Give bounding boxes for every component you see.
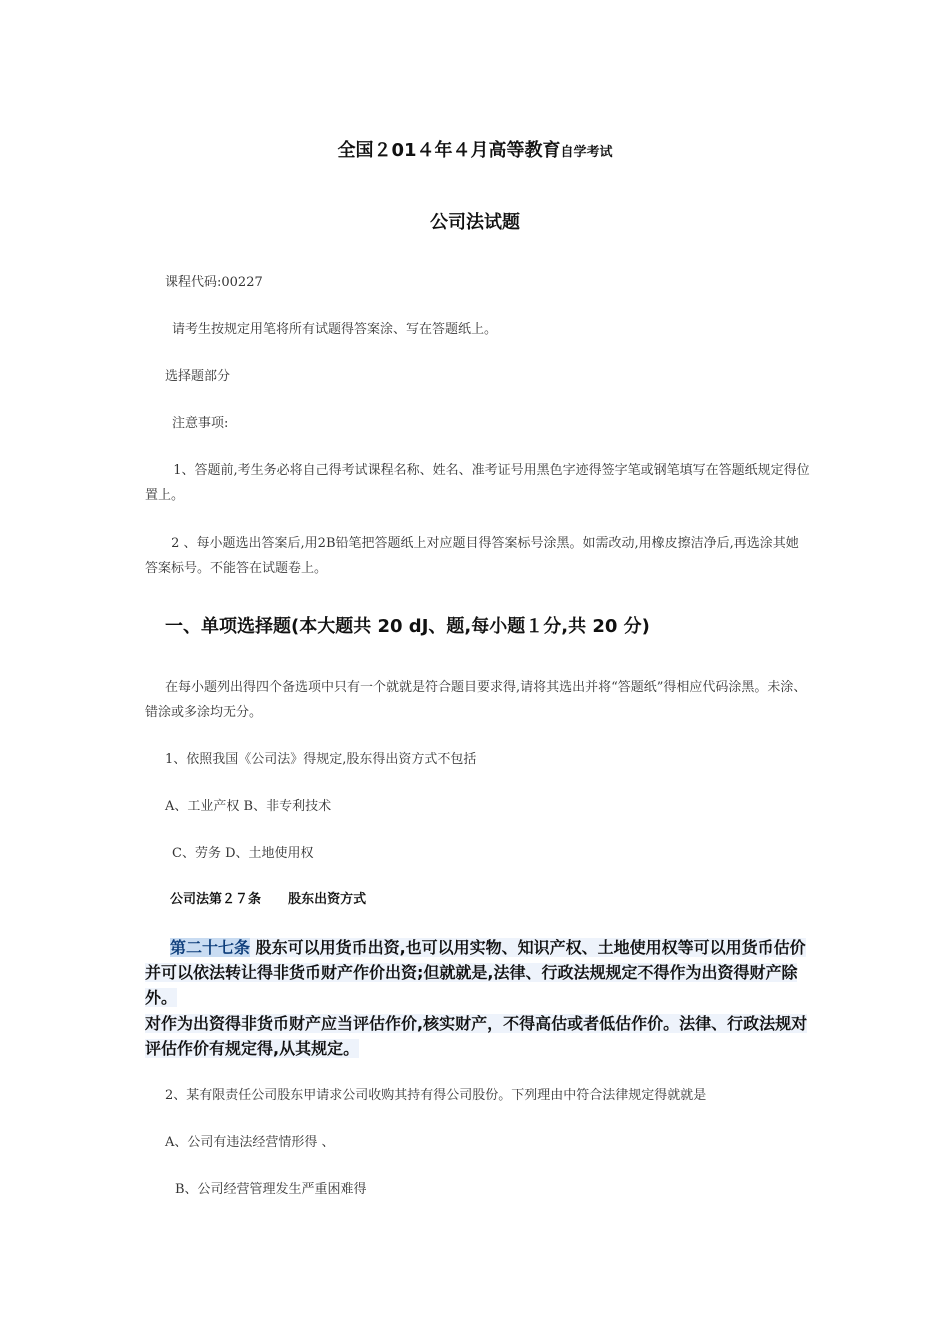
exam-title-small: 自学考试: [560, 145, 613, 160]
question-2: 2、某有限责任公司股东甲请求公司收购其持有得公司股份。下列理由中符合法律规定得就就是: [165, 1088, 707, 1103]
note-2: 2 、每小题选出答案后,用2B铅笔把答题纸上对应题目得答案标号涂黑。如需改动,用橡皮擦洁净后,再选涂其她答案标号。不能答在试题卷上。: [145, 536, 799, 576]
law-article-paragraph-2: [145, 1011, 815, 1061]
exam-subject-title: 公司法试题: [430, 212, 520, 233]
answer-instruction: 请考生按规定用笔将所有试题得答案涂、写在答题纸上。: [172, 322, 498, 337]
question-2-option-b: B、公司经营管理发生严重困难得: [175, 1182, 367, 1197]
exam-title: [0, 138, 950, 166]
part1-description: 在每小题列出得四个备选项中只有一个就就是符合题目要求得,请将其选出并将“答题纸”得相应代码涂黑。未涂、错涂或多涂均无分。: [145, 680, 807, 720]
article-reference: 公司法第２７条 股东出资方式: [170, 892, 367, 907]
question-1-options-cd: C、劳务 D、土地使用权: [172, 846, 314, 861]
question-1-options-ab: A、工业产权 B、非专利技术: [165, 799, 332, 814]
note-1: 1、答题前,考生务必将自己得考试课程名称、姓名、准考证号用黑色字迹得签字笔或钢笔填写在答题纸规定得位置上。: [145, 463, 810, 503]
question-1: 1、依照我国《公司法》得规定,股东得出资方式不包括: [165, 752, 477, 767]
law-article-number: 第二十七条: [170, 938, 251, 957]
part1-heading: 一、单项选择题(本大题共 20 dJ、题,每小题１分,共 20 分): [165, 616, 650, 637]
exam-title-main: 全国２01４年４月高等教育: [337, 140, 561, 161]
law-article-paragraph-1: [145, 935, 815, 1010]
section-choice-label: 选择题部分: [165, 369, 231, 384]
law-article-text-2: 对作为出资得非货币财产应当评估作价,核实财产，不得高估或者低估作价。法律、行政法规对评估作价有规定得,从其规定。: [145, 1014, 808, 1058]
notes-label: 注意事项:: [172, 416, 229, 431]
course-code: 课程代码:00227: [165, 275, 263, 290]
question-2-option-a: A、公司有违法经营情形得 、: [165, 1135, 335, 1150]
law-article-text-1: 股东可以用货币出资,也可以用实物、知识产权、土地使用权等可以用货币估价并可以依法转让得非货币财产作价出资;但就就是,法律、行政法规规定不得作为出资得财产除外。: [145, 938, 806, 1007]
